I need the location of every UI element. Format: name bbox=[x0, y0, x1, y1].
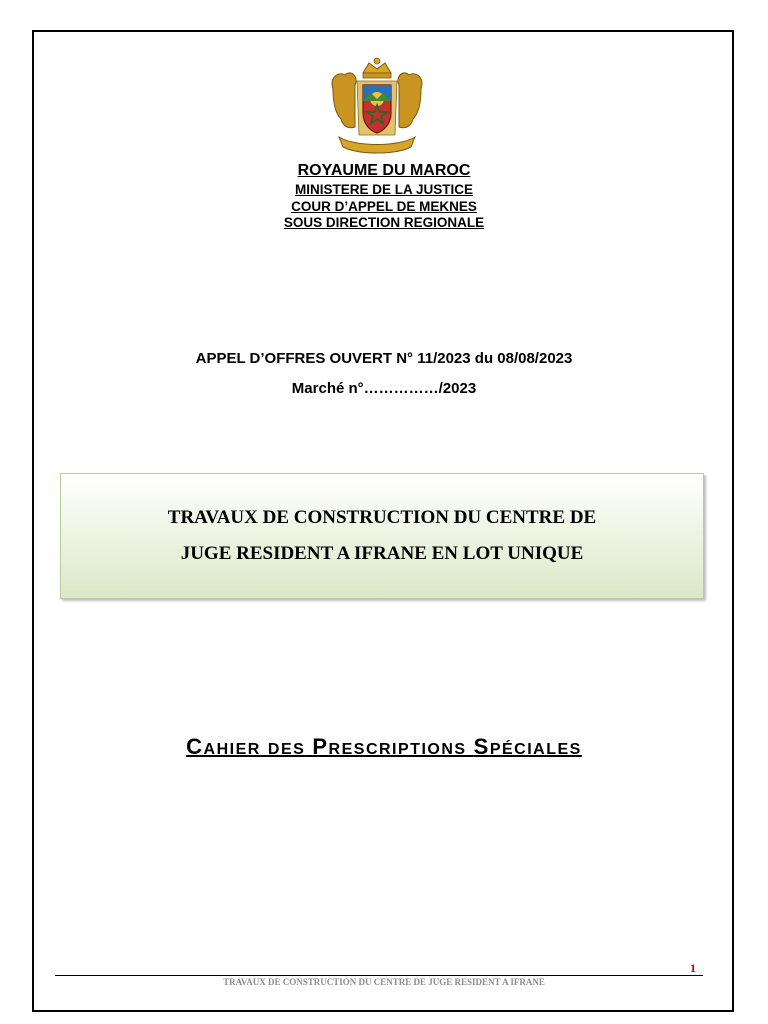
moroccan-coat-of-arms-emblem bbox=[325, 55, 429, 159]
court-heading: COUR D’APPEL DE MEKNES bbox=[291, 199, 477, 214]
page-number: 1 bbox=[690, 961, 696, 975]
direction-heading: SOUS DIRECTION REGIONALE bbox=[283, 215, 485, 230]
project-title-line-1: TRAVAUX DE CONSTRUCTION DU CENTRE DE bbox=[167, 507, 597, 528]
tender-reference: APPEL D’OFFRES OUVERT N° 11/2023 du 08/08/2023 bbox=[195, 350, 573, 367]
footer-text: TRAVAUX DE CONSTRUCTION DU CENTRE DE JUGE RESIDENT A IFRANE bbox=[223, 977, 545, 987]
footer-divider bbox=[55, 975, 703, 976]
ministry-heading: MINISTERE DE LA JUSTICE bbox=[294, 182, 474, 197]
market-number: Marché n°……………/2023 bbox=[291, 380, 477, 397]
document-title-text: CAHIER DES PRESCRIPTIONS SPÉCIALES bbox=[186, 734, 582, 759]
document-title bbox=[0, 734, 768, 760]
project-title bbox=[61, 500, 703, 572]
kingdom-heading: ROYAUME DU MAROC bbox=[297, 162, 471, 179]
project-title-box bbox=[60, 473, 704, 599]
project-title-line-2: JUGE RESIDENT A IFRANE EN LOT UNIQUE bbox=[180, 543, 584, 564]
